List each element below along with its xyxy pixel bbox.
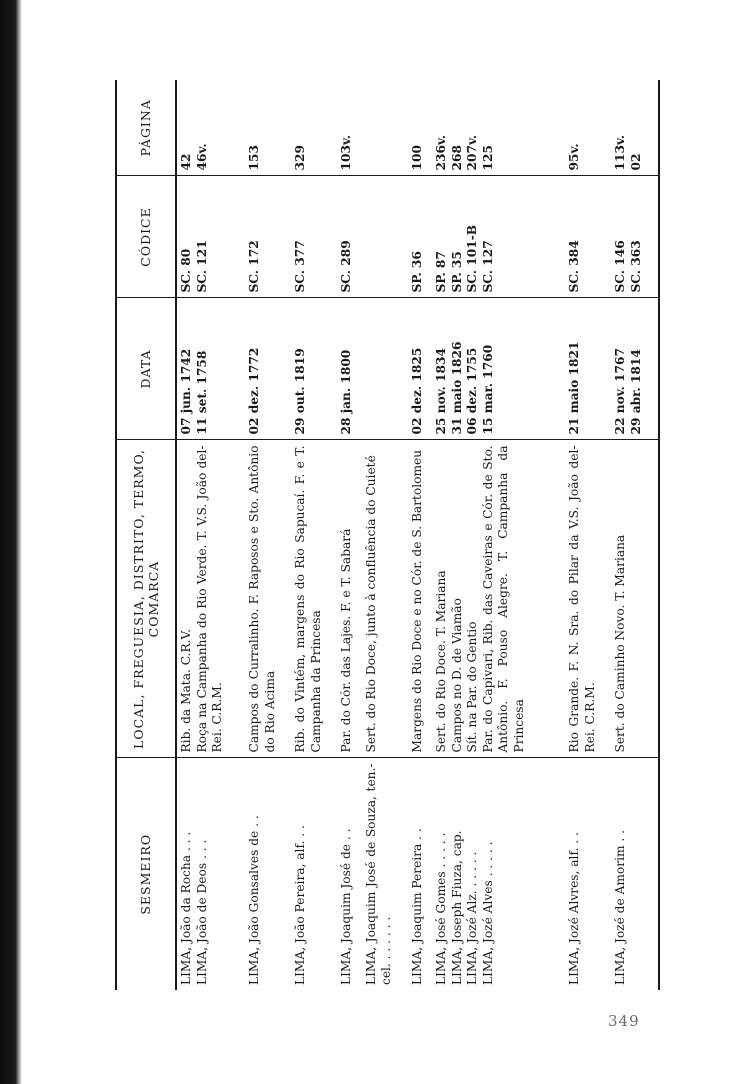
cell-codice <box>432 176 565 298</box>
header-pagina: PÁGINA <box>116 80 176 176</box>
table-row <box>611 80 659 990</box>
entry-local: Par. do Cór. das Lajes. F. e T. Sabará <box>339 528 354 753</box>
cell-data <box>565 298 611 440</box>
cell-pagina <box>176 80 245 176</box>
entry-codice: SC. 101-B <box>465 224 480 293</box>
cell-data <box>611 298 659 440</box>
cell-pagina <box>362 80 408 176</box>
cell-sesmeiro <box>408 758 432 990</box>
entry-data: 29 out. 1819 <box>293 348 308 435</box>
cell-codice <box>291 176 337 298</box>
table-row <box>362 80 408 990</box>
entry-codice: SC. 172 <box>247 240 262 293</box>
entry-sesmeiro: LIMA, Jozé de Amorim . . <box>613 829 628 985</box>
cell-local <box>337 440 361 758</box>
cell-data <box>408 298 432 440</box>
header-sesmeiro: SESMEIRO <box>116 758 176 990</box>
entry-sesmeiro: LIMA, Joaquim Pereira . . <box>410 828 425 985</box>
entry-local: Margens do Rio Doce e no Cór. de S. Bartolomeu <box>410 449 425 753</box>
entry-data: 02 dez. 1825 <box>410 347 425 435</box>
entry-codice: SC. 289 <box>339 240 354 293</box>
header-data: DATA <box>116 298 176 440</box>
entry-local: Roça na Campanha do Rio Verde. T. V.S. João del-Rei. C.R.M. <box>194 445 224 753</box>
entry-local: Rio Grande. F. N. Sra. do Pilar da V.S. João del-Rei. C.R.M. <box>567 445 597 753</box>
entry-codice: SP. 35 <box>449 251 464 293</box>
entry-sesmeiro: LIMA, João Pereira, alf. . . <box>293 825 308 985</box>
cell-sesmeiro <box>362 758 408 990</box>
entry-sesmeiro: LIMA, Jozé Alz. . . . . . <box>465 851 480 985</box>
entry-local: Rib. do Vintém, margens do Rio Sapucaí. F. e T. Campanha da Princesa <box>293 445 323 753</box>
entry-data: 22 nov. 1767 <box>613 348 628 435</box>
entry-sesmeiro: LIMA, Joseph Fiuza, cap. <box>449 830 464 985</box>
cell-codice <box>245 176 291 298</box>
cell-pagina <box>611 80 659 176</box>
entry-data: 06 dez. 1755 <box>465 347 480 435</box>
cell-pagina <box>291 80 337 176</box>
entry-data: 07 jun. 1742 <box>179 348 193 435</box>
entry-pagina: 236v. <box>434 134 449 171</box>
entry-data: 21 maio 1821 <box>567 341 582 435</box>
cell-pagina <box>432 80 565 176</box>
cell-data <box>291 298 337 440</box>
entry-data: 31 maio 1826 <box>449 341 464 435</box>
cell-data <box>176 298 245 440</box>
entry-data: 02 dez. 1772 <box>247 347 262 435</box>
entry-sesmeiro: LIMA, Jozé Alves . . . . . <box>480 841 495 985</box>
entry-data: 15 mar. 1760 <box>480 344 495 435</box>
cell-pagina <box>565 80 611 176</box>
cell-pagina <box>408 80 432 176</box>
entry-pagina: 42 <box>179 153 193 171</box>
cell-local <box>565 440 611 758</box>
entry-codice: SC. 384 <box>567 240 582 293</box>
cell-data <box>245 298 291 440</box>
entry-codice: SP. 87 <box>434 251 449 293</box>
table-row <box>245 80 291 990</box>
entry-pagina: 95v. <box>567 143 582 171</box>
entry-sesmeiro: LIMA, João de Deos . . . <box>194 839 209 985</box>
entry-local: Campos no D. de Viamão <box>449 598 464 753</box>
cell-data <box>362 298 408 440</box>
header-row <box>116 80 176 990</box>
cell-sesmeiro <box>291 758 337 990</box>
table-row <box>432 80 565 990</box>
table-row <box>408 80 432 990</box>
entry-local: Sert. do Rio Doce. T. Mariana <box>434 570 449 753</box>
entry-local: Rib. da Mata. C.R.V. <box>179 628 193 753</box>
cell-local <box>245 440 291 758</box>
entry-pagina: 103v. <box>339 134 354 171</box>
entry-pagina: 46v. <box>194 143 209 171</box>
cell-pagina <box>245 80 291 176</box>
entry-codice: SC. 127 <box>480 240 495 293</box>
entry-pagina: 153 <box>247 145 262 171</box>
cell-local <box>408 440 432 758</box>
entry-codice: SP. 36 <box>410 251 425 293</box>
entry-sesmeiro: LIMA, José Gomes . . . . . <box>434 832 449 985</box>
table-row <box>565 80 611 990</box>
cell-data <box>337 298 361 440</box>
cell-codice <box>565 176 611 298</box>
table-body <box>176 80 659 990</box>
entry-pagina: 100 <box>410 145 425 171</box>
entry-pagina: 113v. <box>613 134 628 171</box>
cell-sesmeiro <box>245 758 291 990</box>
entry-codice: SC. 377 <box>293 240 308 293</box>
cell-sesmeiro <box>337 758 361 990</box>
cell-local <box>176 440 245 758</box>
cell-codice <box>176 176 245 298</box>
entry-pagina: 268 <box>449 145 464 171</box>
cell-sesmeiro <box>565 758 611 990</box>
entry-sesmeiro: LIMA, João da Rocha . . . <box>179 831 193 985</box>
entry-sesmeiro: LIMA, Joaquim José de Souza, ten.-cel. . . . . . . <box>363 763 394 985</box>
entry-pagina: 329 <box>293 145 308 171</box>
cell-local <box>611 440 659 758</box>
cell-sesmeiro <box>176 758 245 990</box>
entry-data: 28 jan. 1800 <box>339 349 354 435</box>
entry-local: Sít. na Par. do Gentio <box>465 621 480 753</box>
cell-codice <box>408 176 432 298</box>
cell-sesmeiro <box>432 758 565 990</box>
table-row <box>337 80 361 990</box>
entry-sesmeiro: LIMA, Joaquim José de . . <box>339 828 354 985</box>
cell-data <box>432 298 565 440</box>
cell-codice <box>362 176 408 298</box>
entry-pagina: 02 <box>628 153 643 171</box>
rotated-register <box>115 80 660 990</box>
entry-local: Sert. do Caminho Novo. T. Mariana <box>613 534 628 753</box>
cell-sesmeiro <box>611 758 659 990</box>
entry-pagina: 125 <box>480 145 495 171</box>
cell-codice <box>337 176 361 298</box>
entry-local: Par. do Capivari, Rib. das Caveiras e Cór. de Sto. Antônio. F. Pouso Alegre. T. Campanha da Princesa <box>480 445 526 753</box>
cell-codice <box>611 176 659 298</box>
entry-pagina: 207v. <box>465 134 480 171</box>
entry-data: 29 abr. 1814 <box>628 349 643 435</box>
cell-local <box>362 440 408 758</box>
entry-codice: SC. 121 <box>194 240 209 293</box>
entry-codice: SC. 363 <box>628 240 643 293</box>
cell-local <box>432 440 565 758</box>
entry-local: Campos do Curralinho. F. Raposos e Sto. Antônio do Rio Acima <box>247 445 277 753</box>
table-row <box>291 80 337 990</box>
page-number: 349 <box>608 1012 640 1030</box>
entry-local: Sert. do Rio Doce, junto à confluência do Cuieté <box>363 455 378 753</box>
cell-local <box>291 440 337 758</box>
header-local: LOCAL, FREGUESIA, DISTRITO, TERMO, COMARCA <box>116 440 176 758</box>
entry-codice: SC. 80 <box>179 248 193 293</box>
entry-sesmeiro: LIMA, Jozé Alvres, alf. . . <box>567 832 582 985</box>
table-row <box>176 80 245 990</box>
header-codice: CÓDICE <box>116 176 176 298</box>
entry-codice: SC. 146 <box>613 240 628 293</box>
scan-border <box>0 0 22 1084</box>
cell-pagina <box>337 80 361 176</box>
entry-sesmeiro: LIMA, João Gonsalves de . . <box>247 815 262 985</box>
sesmaria-register-table <box>115 80 660 990</box>
entry-data: 11 set. 1758 <box>194 350 209 435</box>
entry-data: 25 nov. 1834 <box>434 348 449 435</box>
